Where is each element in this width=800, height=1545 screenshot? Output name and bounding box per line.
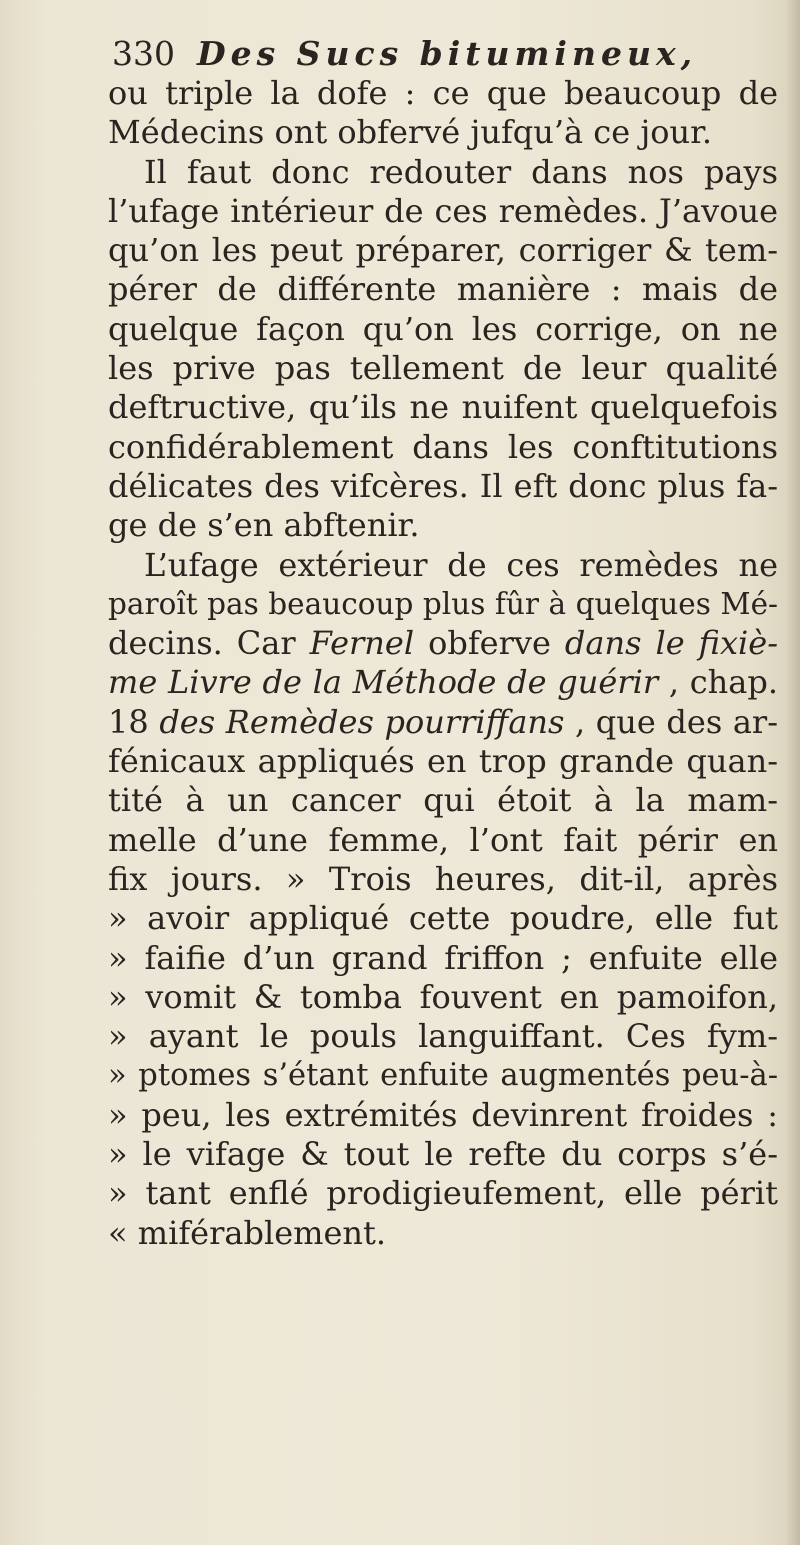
text-line: quelque façon qu’on les corrige, on ne — [108, 309, 778, 348]
quote-line: » peu, les extrémités devinrent froides : — [108, 1095, 778, 1134]
text-line: L’ufage extérieur de ces remèdes ne — [144, 545, 778, 584]
quote-line: » le vifage & tout le refte du corps s’é- — [108, 1135, 778, 1174]
running-header — [112, 32, 772, 76]
text-line: ge de s’en abftenir. — [108, 506, 420, 545]
chapter-title: des Remèdes pourriffans — [159, 702, 565, 741]
page-number: 330 — [112, 34, 175, 73]
quote-line: « miférablement. — [108, 1213, 387, 1252]
quote-line: » avoir appliqué cette poudre, elle fut — [108, 899, 778, 938]
text-line: Il faut donc redouter dans nos pays — [144, 152, 778, 191]
quote-line: » tant enflé prodigieufement, elle périt — [108, 1174, 778, 1213]
quote-line: » ayant le pouls languiffant. Ces fym- — [108, 1017, 778, 1056]
author-name-fernel: Fernel — [309, 624, 415, 663]
quote-line: » vomit & tomba fouvent en pamoifon, — [108, 977, 778, 1016]
chapter-number: 18 — [108, 702, 149, 741]
running-title: Des Sucs bitumineux, — [197, 34, 698, 73]
text-segment: obferve — [428, 624, 551, 663]
text-line: tité à un cancer qui étoit à la mam- — [108, 781, 778, 820]
text-line: paroît pas beaucoup plus fûr à quelques Mé- — [108, 586, 778, 621]
quote-line: » faifie d’un grand friffon ; enfuite elle — [108, 938, 778, 977]
text-segment: , chap. — [668, 663, 779, 702]
italic-segment: dans le fixiè- — [564, 624, 778, 663]
body-text — [108, 74, 778, 1253]
text-line: pérer de différente manière : mais de — [108, 270, 778, 309]
text-line: délicates des vifcères. Il eft donc plus fa- — [108, 466, 778, 505]
book-title: me Livre de la Méthode de guérir — [108, 663, 659, 702]
text-line-mixed — [108, 663, 778, 702]
text-line: qu’on les peut préparer, corriger & tem- — [108, 231, 778, 270]
text-line: l’ufage intérieur de ces remèdes. J’avoue — [108, 191, 778, 230]
text-segment: , que des ar- — [575, 702, 779, 741]
quote-line: » ptomes s’étant enfuite augmentés peu-à- — [108, 1058, 778, 1094]
text-line: Médecins ont obfervé jufqu’à ce jour. — [108, 113, 713, 152]
page-gutter-shadow — [786, 0, 800, 1545]
text-line-mixed — [108, 624, 778, 663]
text-line: confidérablement dans les conftitutions — [108, 427, 778, 466]
text-segment: decins. Car — [108, 624, 296, 663]
text-line: deftructive, qu’ils ne nuifent quelquefois — [108, 388, 778, 427]
text-line: fénicaux appliqués en trop grande quan- — [108, 742, 778, 781]
text-line: fix jours. » Trois heures, dit-il, après — [108, 859, 778, 898]
text-line: ou triple la dofe : ce que beaucoup de — [108, 74, 778, 112]
text-line: melle d’une femme, l’ont fait périr en — [108, 820, 778, 859]
text-line: les prive pas tellement de leur qualité — [108, 349, 778, 388]
text-line-mixed — [108, 703, 778, 742]
